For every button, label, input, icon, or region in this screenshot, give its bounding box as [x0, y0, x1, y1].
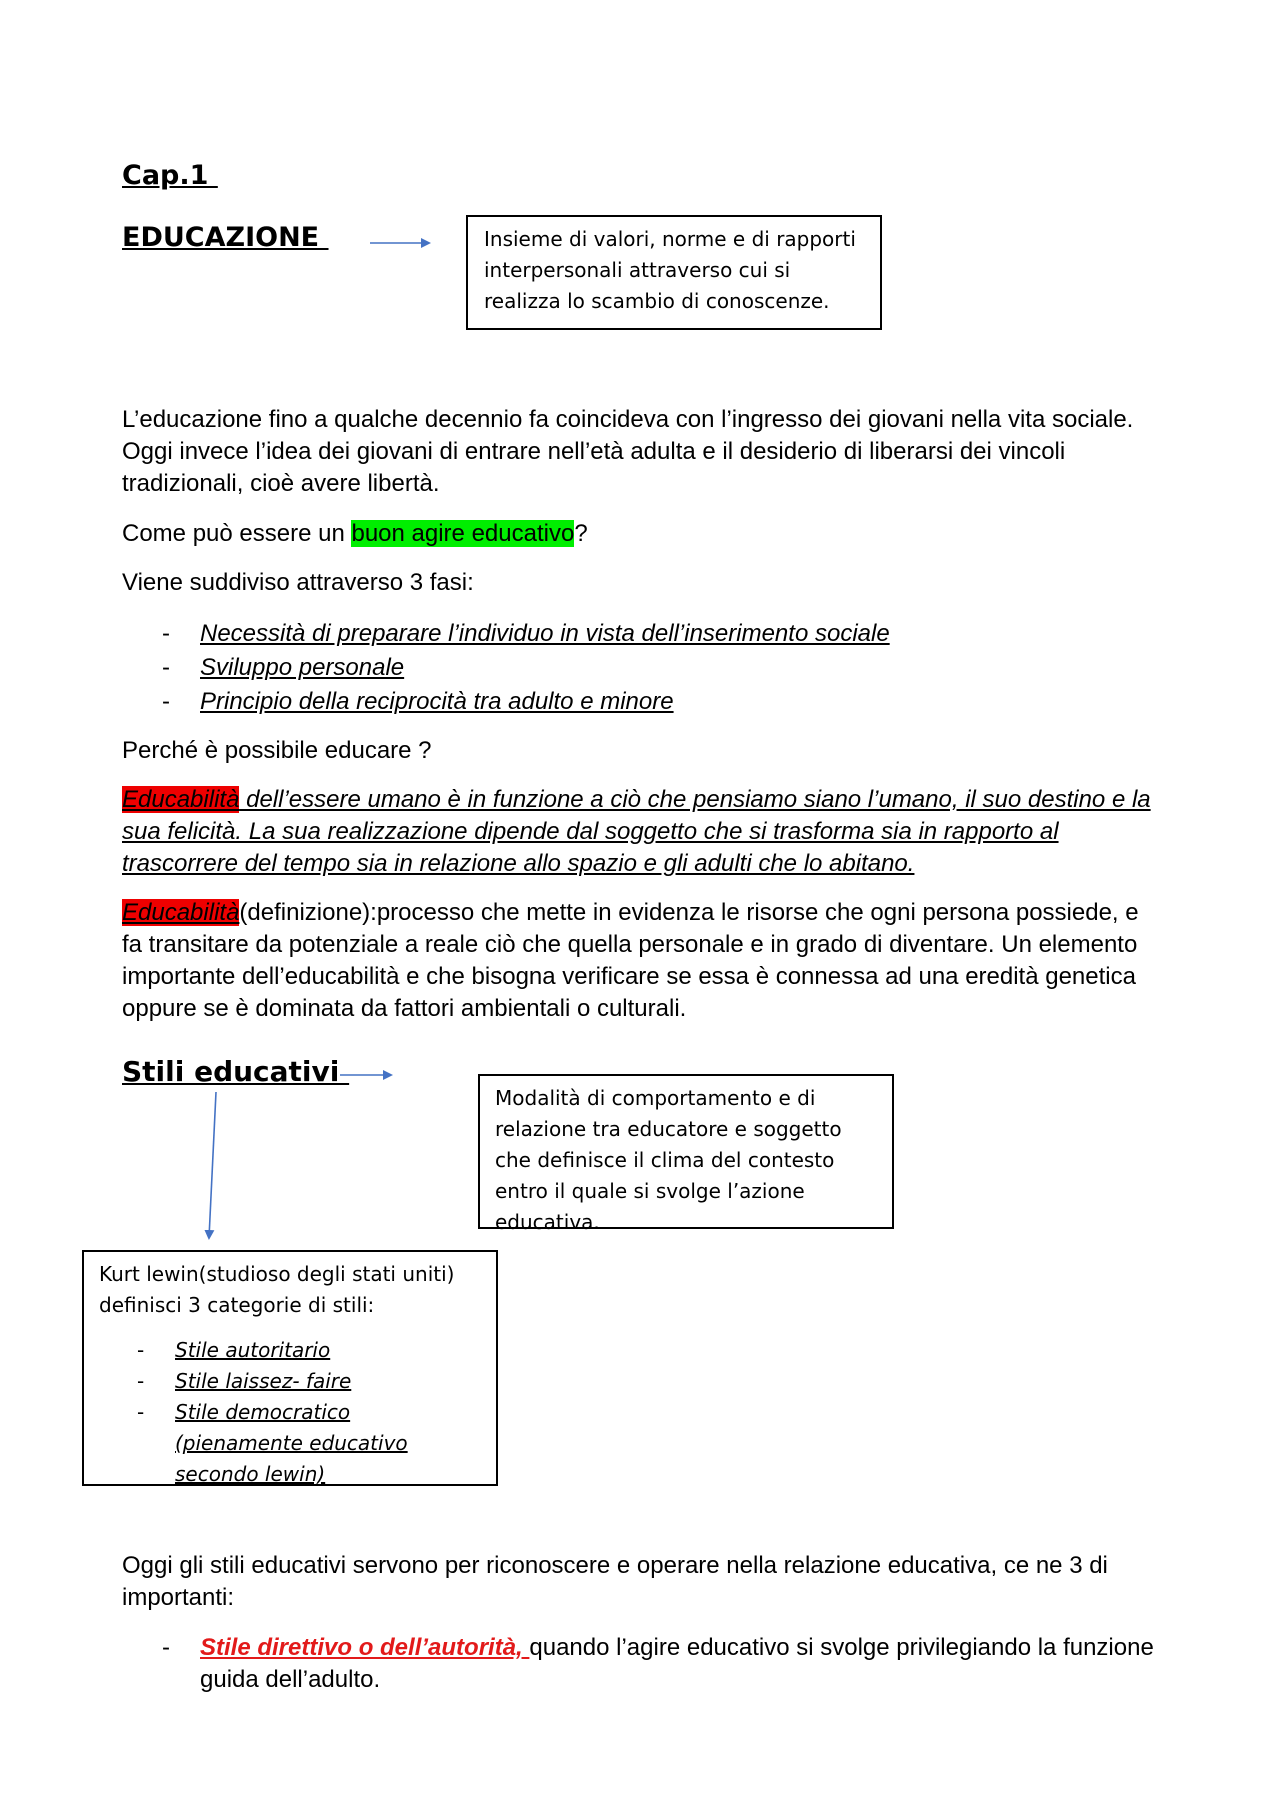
- educabilita-paragraph-1: [122, 784, 1162, 880]
- list-item: - Stile autoritario: [99, 1335, 481, 1366]
- lewin-intro: Kurt lewin(studioso degli stati uniti) definisci 3 categorie di stili:: [99, 1262, 455, 1317]
- stile-direttivo-text: quando l’agire educativo si svolge privilegiando la funzione guida dell’adulto.: [200, 1634, 1154, 1693]
- question-text-after: ?: [574, 520, 588, 547]
- educabilita-text: dell’essere umano è in funzione a ciò che pensiamo siano l’umano, il suo destino e la sua felicità. La sua realizzazione dipende dal soggetto che si trasforma sia in rapporto al trascorrere del tempo sia in relazione allo spazio e gli adulti che lo abitano.: [122, 786, 1151, 877]
- intro-paragraph: L’educazione fino a qualche decennio fa coincideva con l’ingresso dei giovani nella vita sociale. Oggi invece l’idea dei giovani di entrare nell’età adulta e il desiderio di liberarsi dei vincoli tradizionali, cioè avere libertà.: [122, 406, 1134, 497]
- educazione-heading: EDUCAZIONE: [122, 222, 329, 253]
- educabilita-definition-text: (definizione):processo che mette in evidenza le risorse che ogni persona possiede, e fa transitare da potenziale a reale ciò che quella personale e in grado di diventare. Un elemento importante dell’educabilità e che bisogna verificare se essa è connessa ad una eredità genetica oppure se è dominata da fattori ambientali o culturali.: [122, 899, 1139, 1022]
- stile-direttivo-term: Stile direttivo o dell’autorità,: [200, 1634, 530, 1661]
- educazione-definition-box: [466, 215, 882, 330]
- stili-list: [122, 1632, 1162, 1696]
- question-buon-agire: [122, 518, 1162, 550]
- list-item: [122, 1632, 1162, 1696]
- phases-intro: Viene suddiviso attraverso 3 fasi:: [122, 569, 474, 596]
- question-perche: Perché è possibile educare ?: [122, 737, 432, 764]
- chapter-title: Cap.1: [122, 160, 218, 191]
- lewin-styles-list: [99, 1335, 481, 1490]
- list-item: - Principio della reciprocità tra adulto e minore: [122, 685, 1162, 719]
- educabilita-term-highlight: Educabilità: [122, 899, 240, 926]
- lewin-box: [82, 1250, 498, 1486]
- highlight-buon-agire: buon agire educativo: [351, 520, 575, 547]
- stili-definition-box: [478, 1074, 894, 1234]
- phases-list: [122, 617, 1162, 719]
- educazione-definition-text: Insieme di valori, norme e di rapporti interpersonali attraverso cui si realizza lo scambio di conoscenze.: [484, 227, 856, 313]
- list-item: - Sviluppo personale: [122, 651, 1162, 685]
- stili-educativi-heading: Stili educativi: [122, 1055, 350, 1088]
- list-item: - Necessità di preparare l’individuo in vista dell’inserimento sociale: [122, 617, 1162, 651]
- list-item: - Stile democratico (pienamente educativo secondo lewin): [99, 1397, 481, 1490]
- list-item: - Stile laissez- faire: [99, 1366, 481, 1397]
- oggi-paragraph: Oggi gli stili educativi servono per riconoscere e operare nella relazione educativa, ce ne 3 di importanti:: [122, 1552, 1108, 1611]
- question-text-before: Come può essere un: [122, 520, 352, 547]
- arrow-down-icon: [209, 1092, 216, 1238]
- stili-definition-text: Modalità di comportamento e di relazione tra educatore e soggetto che definisce il clima del contesto entro il quale si svolge l’azione educativa.: [495, 1086, 842, 1234]
- educabilita-term-highlight: Educabilità: [122, 786, 240, 813]
- educabilita-paragraph-2: [122, 897, 1162, 1025]
